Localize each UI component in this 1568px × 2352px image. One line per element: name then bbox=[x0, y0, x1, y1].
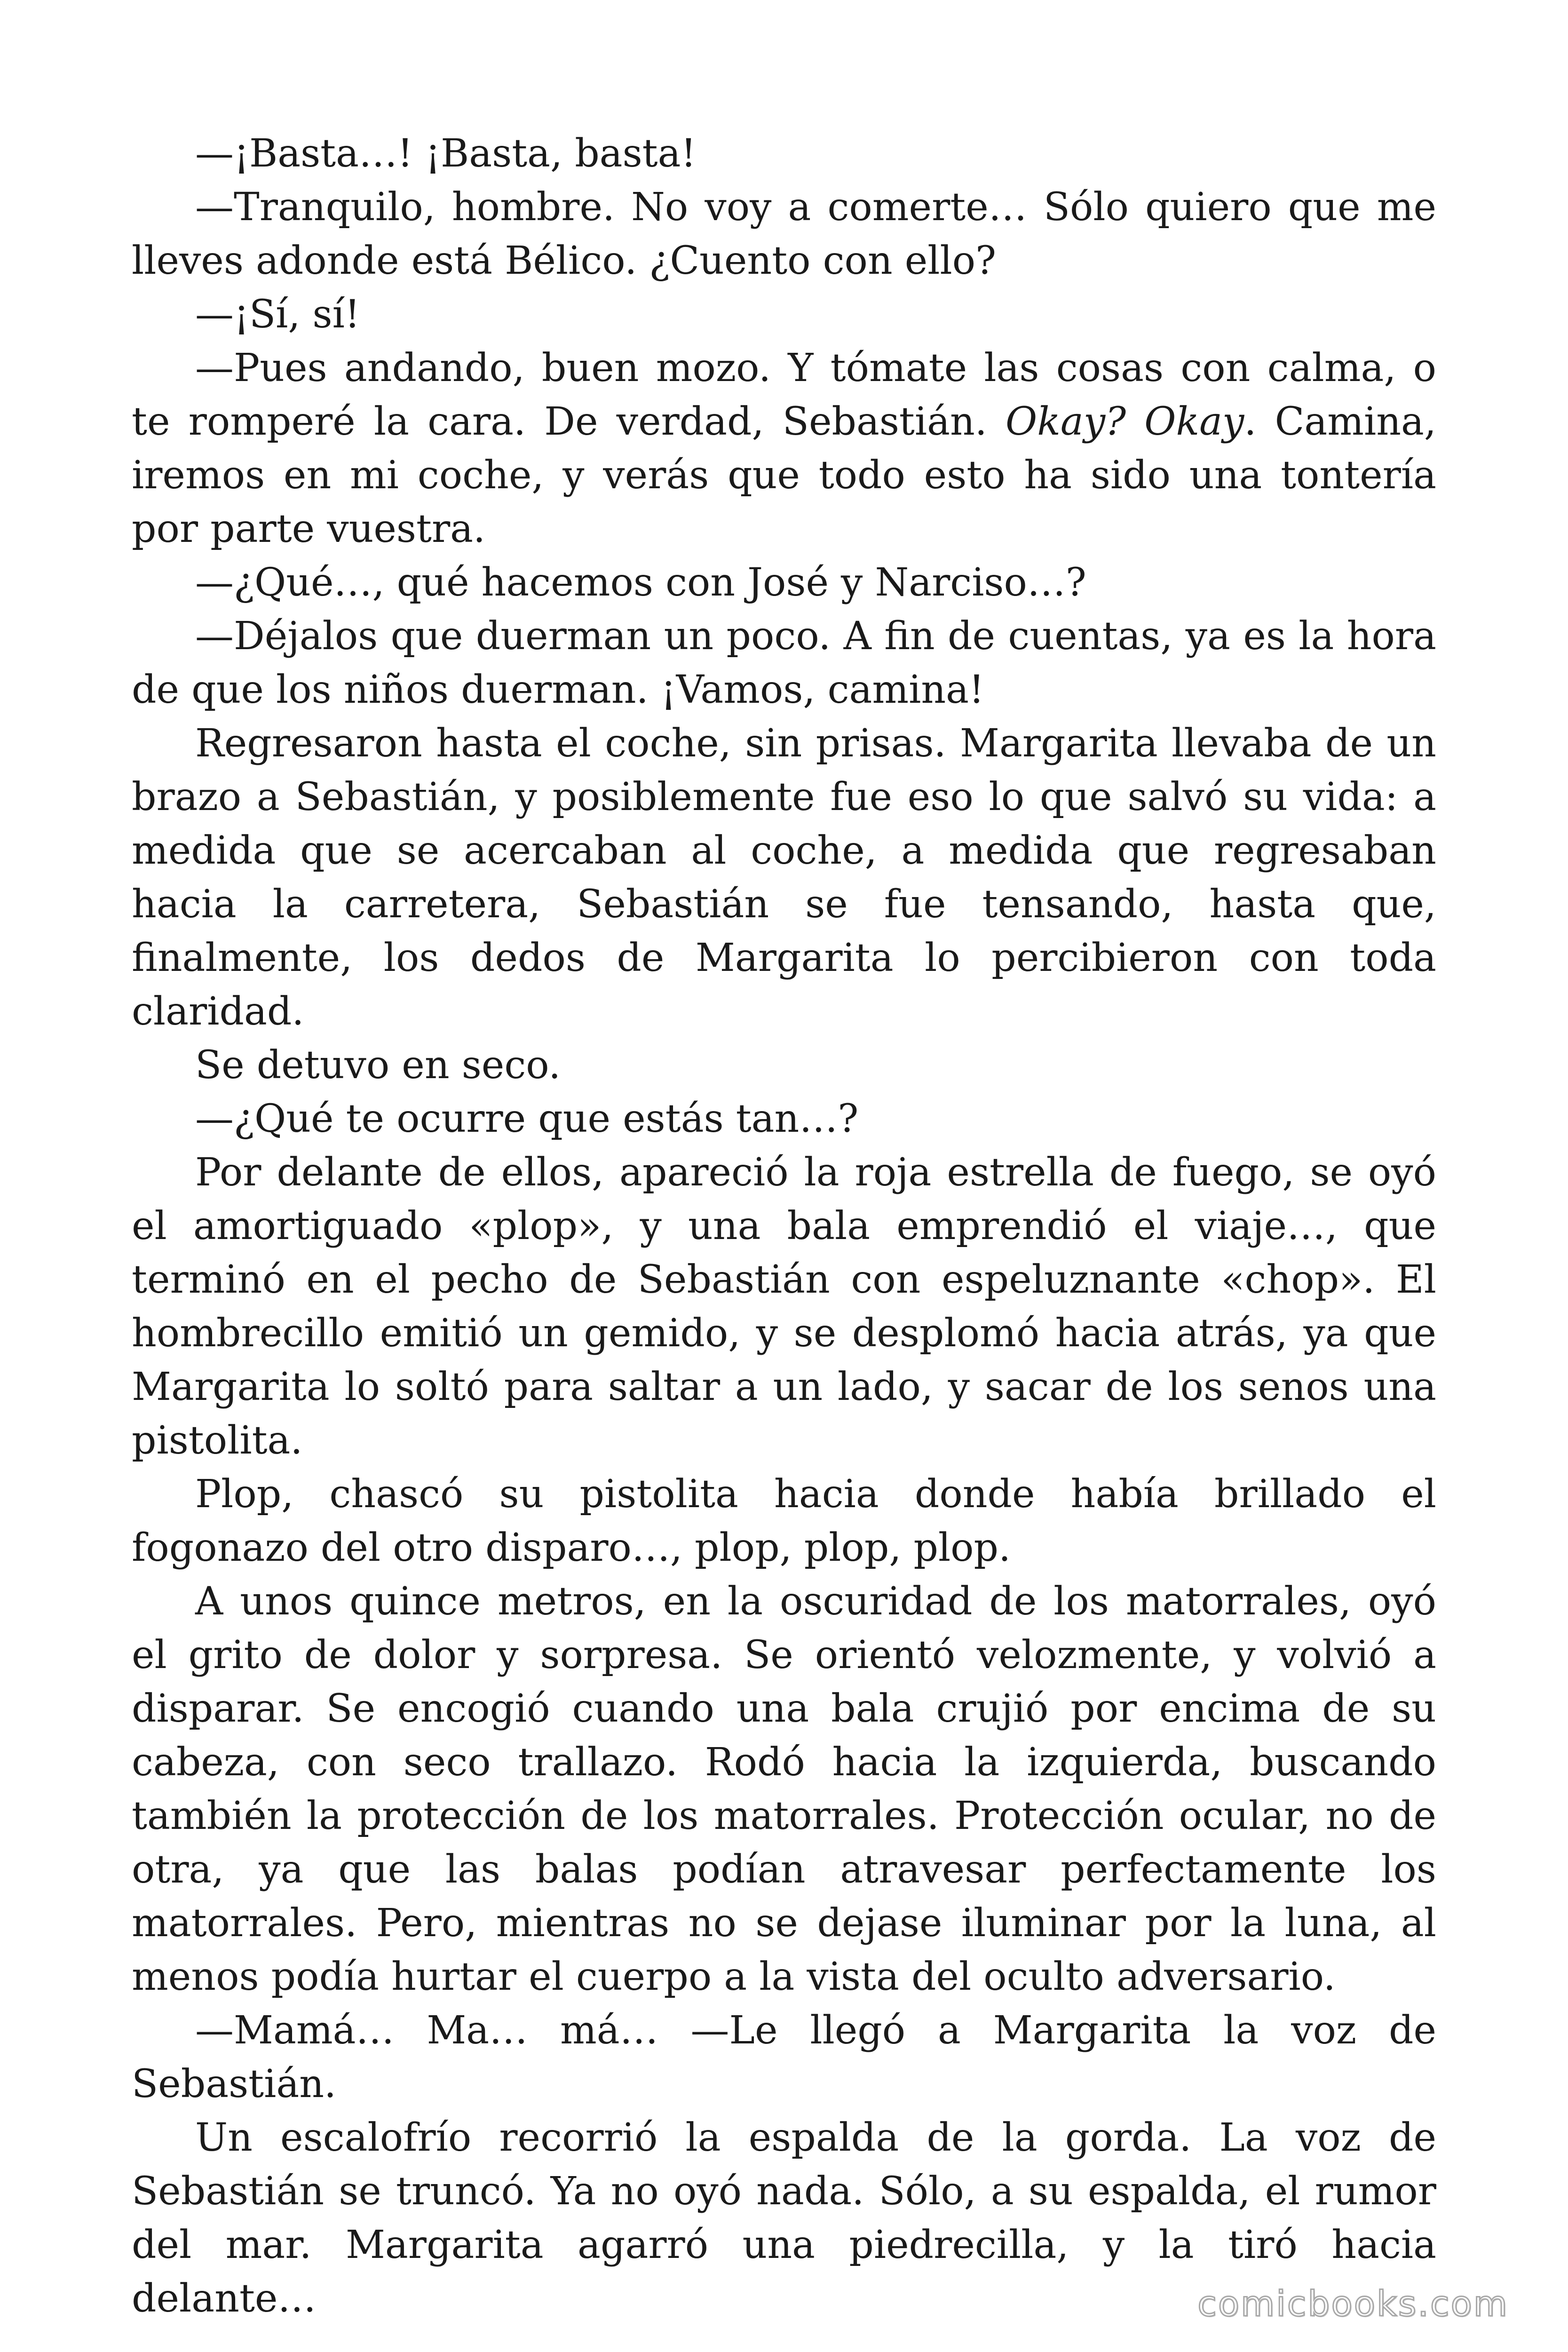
page-text-body bbox=[132, 127, 1436, 2326]
paragraph: —Tranquilo, hombre. No voy a comerte… Sólo quiero que me lleves adonde está Bélico. ¿Cuento con ello? bbox=[132, 185, 1436, 283]
paragraph: —Mamá… Ma… má… —Le llegó a Margarita la voz de Sebastián. bbox=[132, 2008, 1436, 2106]
paragraph: Por delante de ellos, apareció la roja estrella de fuego, se oyó el amortiguado «plop», y una bala emprendió el viaje…, que terminó en el pecho de Sebastián con espeluznante «chop». El hombrecillo emitió un gemido, y se desplomó hacia atrás, ya que Margarita lo soltó para saltar a un lado, y sacar de los senos una pistolita. bbox=[132, 1150, 1436, 1463]
italic-text: Okay? Okay bbox=[1006, 399, 1244, 444]
paragraph: —¡Basta…! ¡Basta, basta! bbox=[195, 131, 697, 176]
paragraph: —Déjalos que duerman un poco. A fin de cuentas, ya es la hora de que los niños duerman. ¡Vamos, camina! bbox=[132, 614, 1436, 712]
paragraph: —¿Qué te ocurre que estás tan…? bbox=[195, 1097, 859, 1141]
paragraph-text: . Camina, iremos en mi coche, y verás que todo esto ha sido una tontería por parte vuestra. bbox=[132, 399, 1436, 551]
paragraph: Plop, chascó su pistolita hacia donde había brillado el fogonazo del otro disparo…, plop, plop, plop. bbox=[132, 1472, 1436, 1570]
paragraph: —¡Sí, sí! bbox=[195, 292, 360, 337]
paragraph: Un escalofrío recorrió la espalda de la gorda. La voz de Sebastián se truncó. Ya no oyó nada. Sólo, a su espalda, el rumor del mar. Margarita agarró una piedrecilla, y la tiró hacia delante… bbox=[132, 2115, 1436, 2321]
paragraph bbox=[132, 342, 1436, 556]
paragraph: Regresaron hasta el coche, sin prisas. Margarita llevaba de un brazo a Sebastián, y posiblemente fue eso lo que salvó su vida: a medida que se acercaban al coche, a medida que regresaban hacia la carretera, Sebastián se fue tensando, hasta que, finalmente, los dedos de Margarita lo percibieron con toda claridad. bbox=[132, 721, 1436, 1034]
watermark: comicbooks.com bbox=[1197, 2284, 1509, 2324]
paragraph: Se detuvo en seco. bbox=[195, 1043, 561, 1088]
paragraph: A unos quince metros, en la oscuridad de los matorrales, oyó el grito de dolor y sorpresa. Se orientó velozmente, y volvió a disparar. Se encogió cuando una bala crujió por encima de su cabeza, con seco trallazo. Rodó hacia la izquierda, buscando también la protección de los matorrales. Protección ocular, no de otra, ya que las balas podían atravesar perfectamente los matorrales. Pero, mientras no se dejase iluminar por la luna, al menos podía hurtar el cuerpo a la vista del oculto adversario. bbox=[132, 1579, 1436, 1999]
paragraph-text: —Pues andando, buen mozo. Y tómate las cosas con calma, o te romperé la cara. De verdad, Sebastián. bbox=[132, 346, 1436, 444]
paragraph: —¿Qué…, qué hacemos con José y Narciso…? bbox=[195, 560, 1086, 605]
